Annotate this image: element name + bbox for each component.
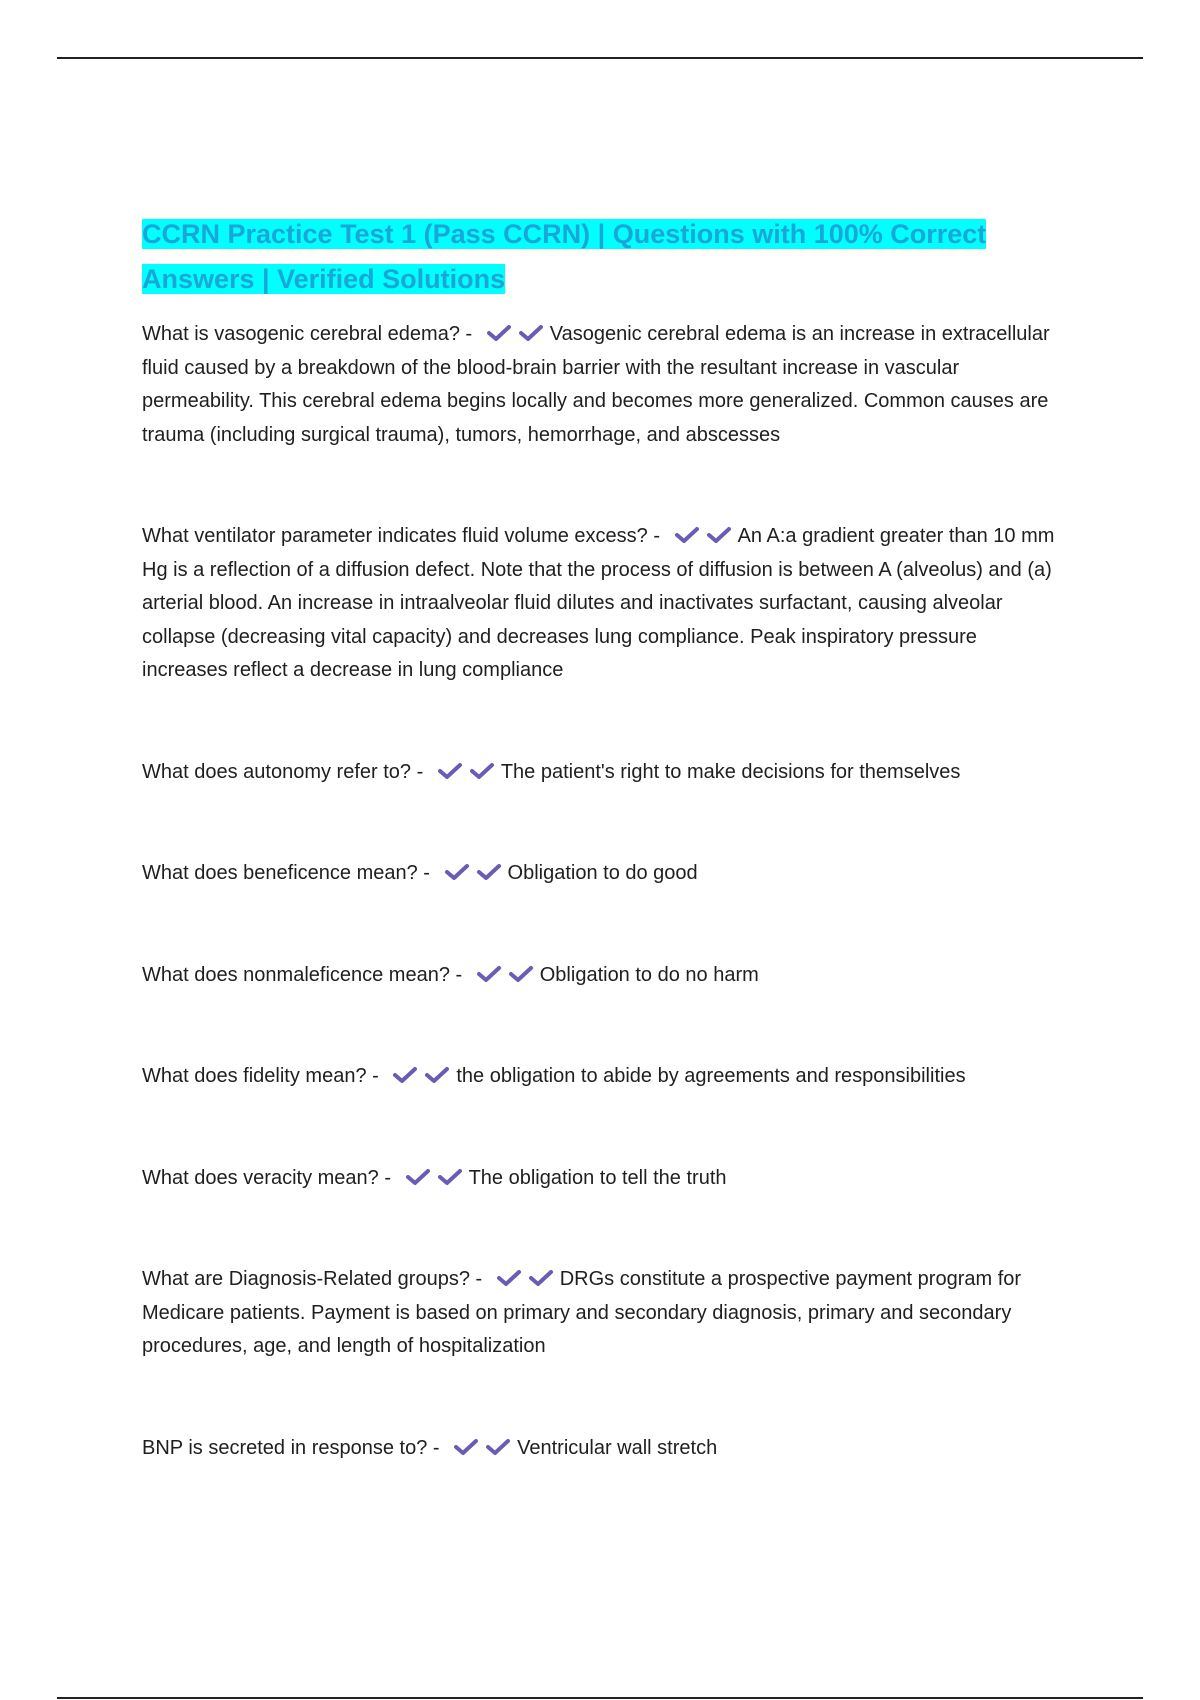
question-text: What is vasogenic cerebral edema? -: [142, 323, 473, 345]
qa-item: [142, 318, 1062, 452]
question-text: What does veracity mean? -: [142, 1166, 391, 1189]
qa-item: [142, 1263, 1062, 1364]
answer-text: Vasogenic cerebral edema is an increase in extracellular fluid caused by a breakdown of the blood-brain barrier with the resultant increase in vascular permeability. This cerebral edema begins locally and becomes more generalized. Common causes are trauma (including surgical trauma), tumors, hemorrhage, and abscesses: [142, 323, 1050, 446]
checkmark-icon: [508, 965, 534, 983]
document-body: [142, 212, 1062, 1465]
checkmark-icon: [476, 863, 502, 881]
question-text: What ventilator parameter indicates fluid volume excess? -: [142, 525, 661, 547]
answer-text: Obligation to do good: [507, 862, 698, 884]
bottom-rule: [57, 1697, 1143, 1699]
checkmark-icon: [476, 965, 502, 983]
checkmark-icon: [453, 1438, 479, 1456]
checkmark-icon: [424, 1066, 450, 1084]
qa-item: [142, 1060, 1062, 1094]
checkmark-icon: [528, 1269, 554, 1287]
question-text: BNP is secreted in response to? -: [142, 1436, 440, 1459]
qa-item: [142, 520, 1062, 688]
checkmark-icon: [496, 1269, 522, 1287]
checkmark-icon: [405, 1168, 431, 1186]
checkmark-icon: [674, 526, 700, 544]
qa-item: [142, 1162, 1062, 1196]
qa-item: [142, 756, 1062, 790]
checkmark-icon: [706, 526, 732, 544]
question-text: What does fidelity mean? -: [142, 1065, 379, 1087]
checkmark-icon: [518, 324, 544, 342]
answer-text: DRGs constitute a prospective payment program for Medicare patients. Payment is based on primary and secondary diagnosis, primary and secondary procedures, age, and length of hospitalization: [142, 1268, 1022, 1357]
answer-text: An A:a gradient greater than 10 mm Hg is a reflection of a diffusion defect. Note that the process of diffusion is between A (alveolus) and (a) arterial blood. An increase in intraalveolar fluid dilutes and inactivates surfactant, causing alveolar collapse (decreasing vital capacity) and decreases lung compliance. Peak inspiratory pressure increases reflect a decrease in lung compliance: [142, 525, 1055, 681]
checkmark-icon: [437, 1168, 463, 1186]
question-text: What does autonomy refer to? -: [142, 760, 424, 783]
checkmark-icon: [444, 863, 470, 881]
top-rule: [57, 57, 1143, 59]
checkmark-icon: [485, 1438, 511, 1456]
question-text: What are Diagnosis-Related groups? -: [142, 1268, 483, 1290]
answer-text: the obligation to abide by agreements and responsibilities: [456, 1065, 966, 1087]
checkmark-icon: [486, 324, 512, 342]
question-text: What does beneficence mean? -: [142, 862, 430, 884]
qa-item: [142, 857, 1062, 891]
qa-item: [142, 1432, 1062, 1466]
checkmark-icon: [392, 1066, 418, 1084]
answer-text: The patient's right to make decisions for themselves: [500, 760, 961, 783]
qa-item: [142, 959, 1062, 993]
checkmark-icon: [469, 762, 495, 780]
checkmark-icon: [437, 762, 463, 780]
document-title: CCRN Practice Test 1 (Pass CCRN) | Questions with 100% Correct Answers | Verified Solutions: [142, 219, 987, 294]
answer-text: The obligation to tell the truth: [468, 1166, 727, 1189]
question-text: What does nonmaleficence mean? -: [142, 963, 463, 986]
answer-text: Obligation to do no harm: [539, 963, 759, 986]
answer-text: Ventricular wall stretch: [517, 1436, 718, 1459]
